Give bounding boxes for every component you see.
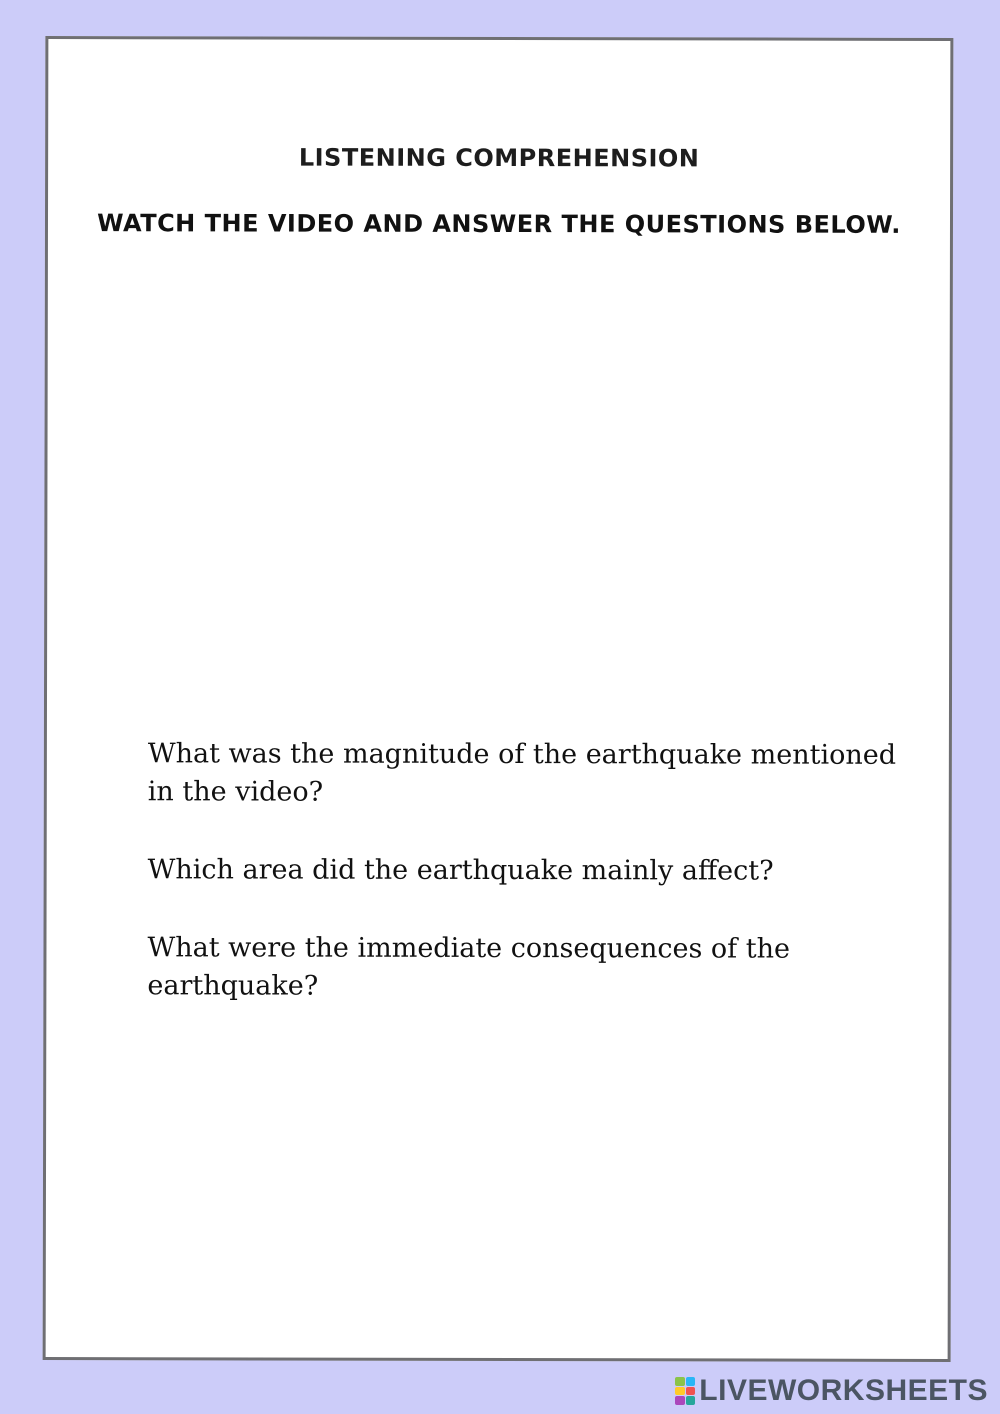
video-placeholder xyxy=(145,271,950,713)
question-3: What were the immediate consequences of the earthquake? xyxy=(147,932,791,1002)
worksheet-title: LISTENING COMPREHENSION xyxy=(298,143,700,173)
logo-block xyxy=(686,1377,696,1386)
question-1: What was the magnitude of the earthquake mentioned in the video? xyxy=(147,738,897,808)
liveworksheets-wordmark: LIVEWORKSHEETS xyxy=(699,1374,988,1407)
logo-block xyxy=(675,1396,685,1405)
logo-block xyxy=(675,1387,685,1396)
question-2: Which area did the earthquake mainly affect? xyxy=(147,854,774,887)
logo-block xyxy=(686,1387,696,1396)
logo-block xyxy=(675,1377,685,1386)
question-list xyxy=(147,735,908,1047)
worksheet-instruction: WATCH THE VIDEO AND ANSWER THE QUESTIONS BELOW. xyxy=(97,209,901,239)
worksheet-page xyxy=(43,36,954,1362)
liveworksheets-brand xyxy=(675,1374,988,1408)
logo-block xyxy=(686,1396,696,1405)
liveworksheets-logo-icon xyxy=(675,1377,695,1405)
